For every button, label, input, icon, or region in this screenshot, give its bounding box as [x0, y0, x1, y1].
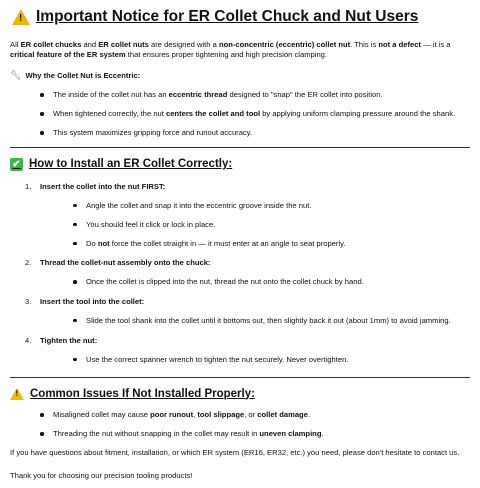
install-heading — [10, 157, 470, 172]
page-title — [10, 6, 470, 28]
install-heading-text: How to Install an ER Collet Correctly: — [29, 157, 233, 170]
why-heading — [10, 70, 470, 82]
step-title: Thread the collet-nut assembly onto the chuck: — [40, 258, 211, 268]
step-title: Insert the collet into the nut FIRST: — [40, 181, 166, 191]
why-heading-text: Why the Collet Nut is Eccentric: — [25, 70, 141, 80]
step-title: Tighten the nut: — [40, 335, 98, 345]
divider — [10, 147, 470, 148]
list-item: When tightened correctly, the nut centers the collet and tool by applying uniform clamping pressure around the shank. — [40, 109, 470, 119]
step-number: 3. — [25, 297, 32, 307]
thanks-paragraph: Thank you for choosing our precision tooling products! — [10, 471, 193, 481]
list-item: This system maximizes gripping force and runout accuracy. — [40, 128, 470, 138]
why-list — [10, 90, 470, 138]
list-item: Threading the nut without snapping in the collet may result in uneven clamping. — [40, 429, 470, 439]
install-step — [25, 297, 470, 326]
step-title: Insert the tool into the collet: — [40, 297, 145, 307]
step-number: 1. — [25, 181, 32, 191]
warning-icon — [12, 9, 30, 25]
step-number: 2. — [25, 258, 32, 268]
intro-paragraph: All ER collet chucks and ER collet nuts are designed with a non-concentric (eccentric) collet nut. This is not a defect — it is a critical feature of the ER system that ensures proper tightening and high precision clamping. — [10, 40, 451, 59]
list-item: Slide the tool shank into the collet until it bottoms out, then slightly back it out (about 1mm) to avoid jamming. — [73, 316, 470, 326]
wrench-icon: 🔧︎ — [10, 69, 22, 80]
install-step — [25, 182, 470, 248]
list-item: Use the correct spanner wrench to tighten the nut securely. Never overtighten. — [73, 355, 470, 365]
divider — [10, 377, 470, 378]
issues-heading-text: Common Issues If Not Installed Properly: — [30, 387, 255, 400]
issues-heading — [10, 387, 470, 402]
install-step — [25, 336, 470, 365]
step-bullets — [25, 201, 470, 249]
list-item: Do not force the collet straight in — it must enter at an angle to seat properly. — [73, 239, 470, 249]
list-item: Misaligned collet may cause poor runout, tool slippage, or collet damage. — [40, 410, 470, 420]
page-title-text: Important Notice for ER Collet Chuck and Nut Users — [36, 7, 419, 25]
list-item: Once the collet is clipped into the nut, thread the nut onto the collet chuck by hand. — [73, 277, 470, 287]
step-bullets — [25, 316, 470, 326]
step-bullets — [25, 355, 470, 365]
questions-paragraph: If you have questions about fitment, installation, or which ER system (ER16, ER32, etc.) you need, please don't hesitate to contact us. — [10, 448, 460, 458]
step-bullets — [25, 277, 470, 287]
issues-list — [10, 410, 470, 439]
step-number: 4. — [25, 335, 32, 345]
install-steps — [10, 182, 470, 365]
list-item: You should feel it click or lock in place. — [73, 220, 470, 230]
list-item: The inside of the collet nut has an eccentric thread designed to "snap" the ER collet into position. — [40, 90, 470, 100]
check-icon: ✔︎ — [10, 158, 23, 171]
warning-icon — [10, 388, 24, 400]
install-step — [25, 258, 470, 287]
list-item: Angle the collet and snap it into the eccentric groove inside the nut. — [73, 201, 470, 211]
